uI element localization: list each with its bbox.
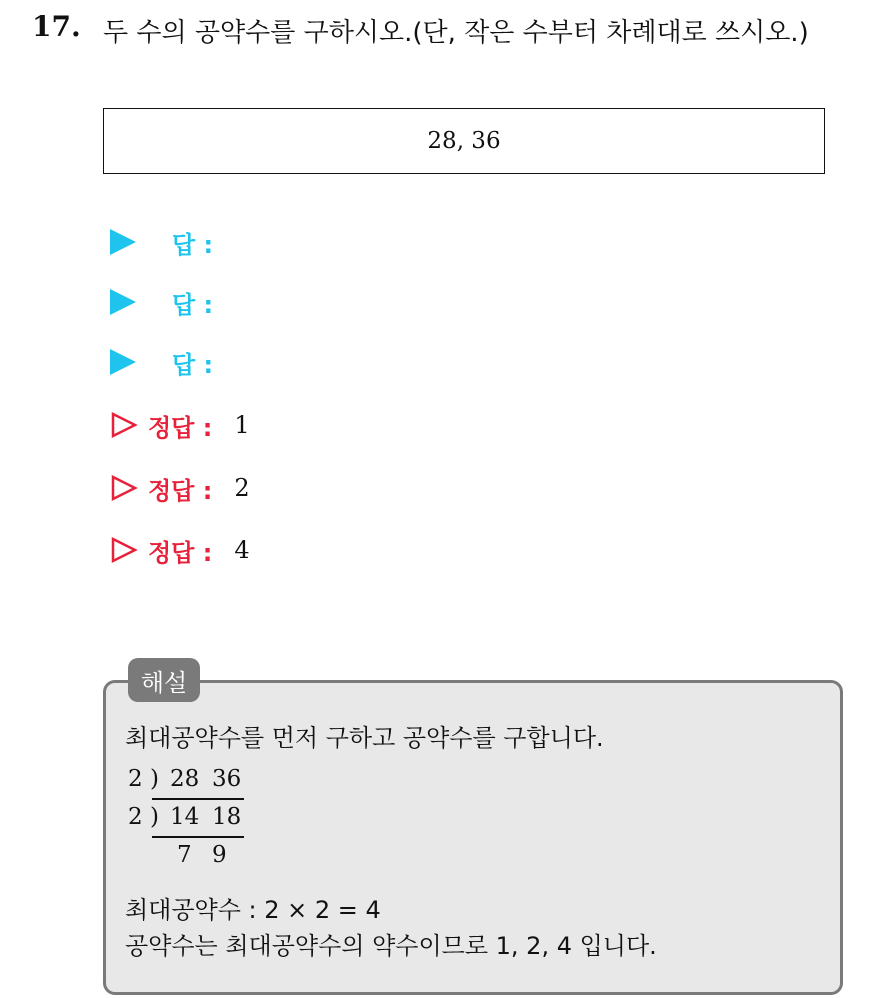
answer-label: 답 : [172,230,214,259]
division-value: 36 [212,766,242,792]
correct-answer-value: 2 [234,474,250,502]
correct-answer-label: 정답 : [148,413,213,442]
given-numbers: 28, 36 [427,128,501,154]
correct-answer-label: 정답 : [148,476,213,505]
division-bracket: ) [150,804,159,830]
division-value: 18 [212,804,242,830]
division-quotient: 9 [212,842,227,868]
play-triangle-icon [110,349,136,375]
play-triangle-icon [110,289,136,315]
outline-triangle-icon [110,411,138,439]
division-line [152,836,244,838]
gcd-line: 최대공약수 : 2 × 2 = 4 [125,896,381,924]
correct-answer-row [110,530,250,570]
division-divisor: 2 [128,766,143,792]
question-number: 17. [32,10,81,43]
division-value: 28 [170,766,200,792]
conclusion-line: 공약수는 최대공약수의 약수이므로 1, 2, 4 입니다. [125,932,657,960]
outline-triangle-icon [110,536,138,564]
correct-answer-label: 정답 : [148,538,213,567]
division-divisor: 2 [128,804,143,830]
answer-row [110,222,213,262]
answer-row [110,342,213,382]
division-bracket: ) [150,766,159,792]
division-value: 14 [170,804,200,830]
explanation-intro: 최대공약수를 먼저 구하고 공약수를 구합니다. [125,724,604,752]
division-quotient: 7 [177,842,192,868]
given-numbers-box [103,108,825,174]
correct-answer-row [110,468,250,508]
correct-answer-row [110,405,250,445]
outline-triangle-icon [110,474,138,502]
play-triangle-icon [110,229,136,255]
division-line [152,798,244,800]
correct-answer-value: 1 [234,411,250,439]
answer-row [110,282,213,322]
explanation-tag: 해설 [128,658,200,702]
question-text: 두 수의 공약수를 구하시오.(단, 작은 수부터 차례대로 쓰시오.) [103,18,809,48]
answer-label: 답 : [172,290,214,319]
answer-label: 답 : [172,350,214,379]
correct-answer-value: 4 [234,536,250,564]
